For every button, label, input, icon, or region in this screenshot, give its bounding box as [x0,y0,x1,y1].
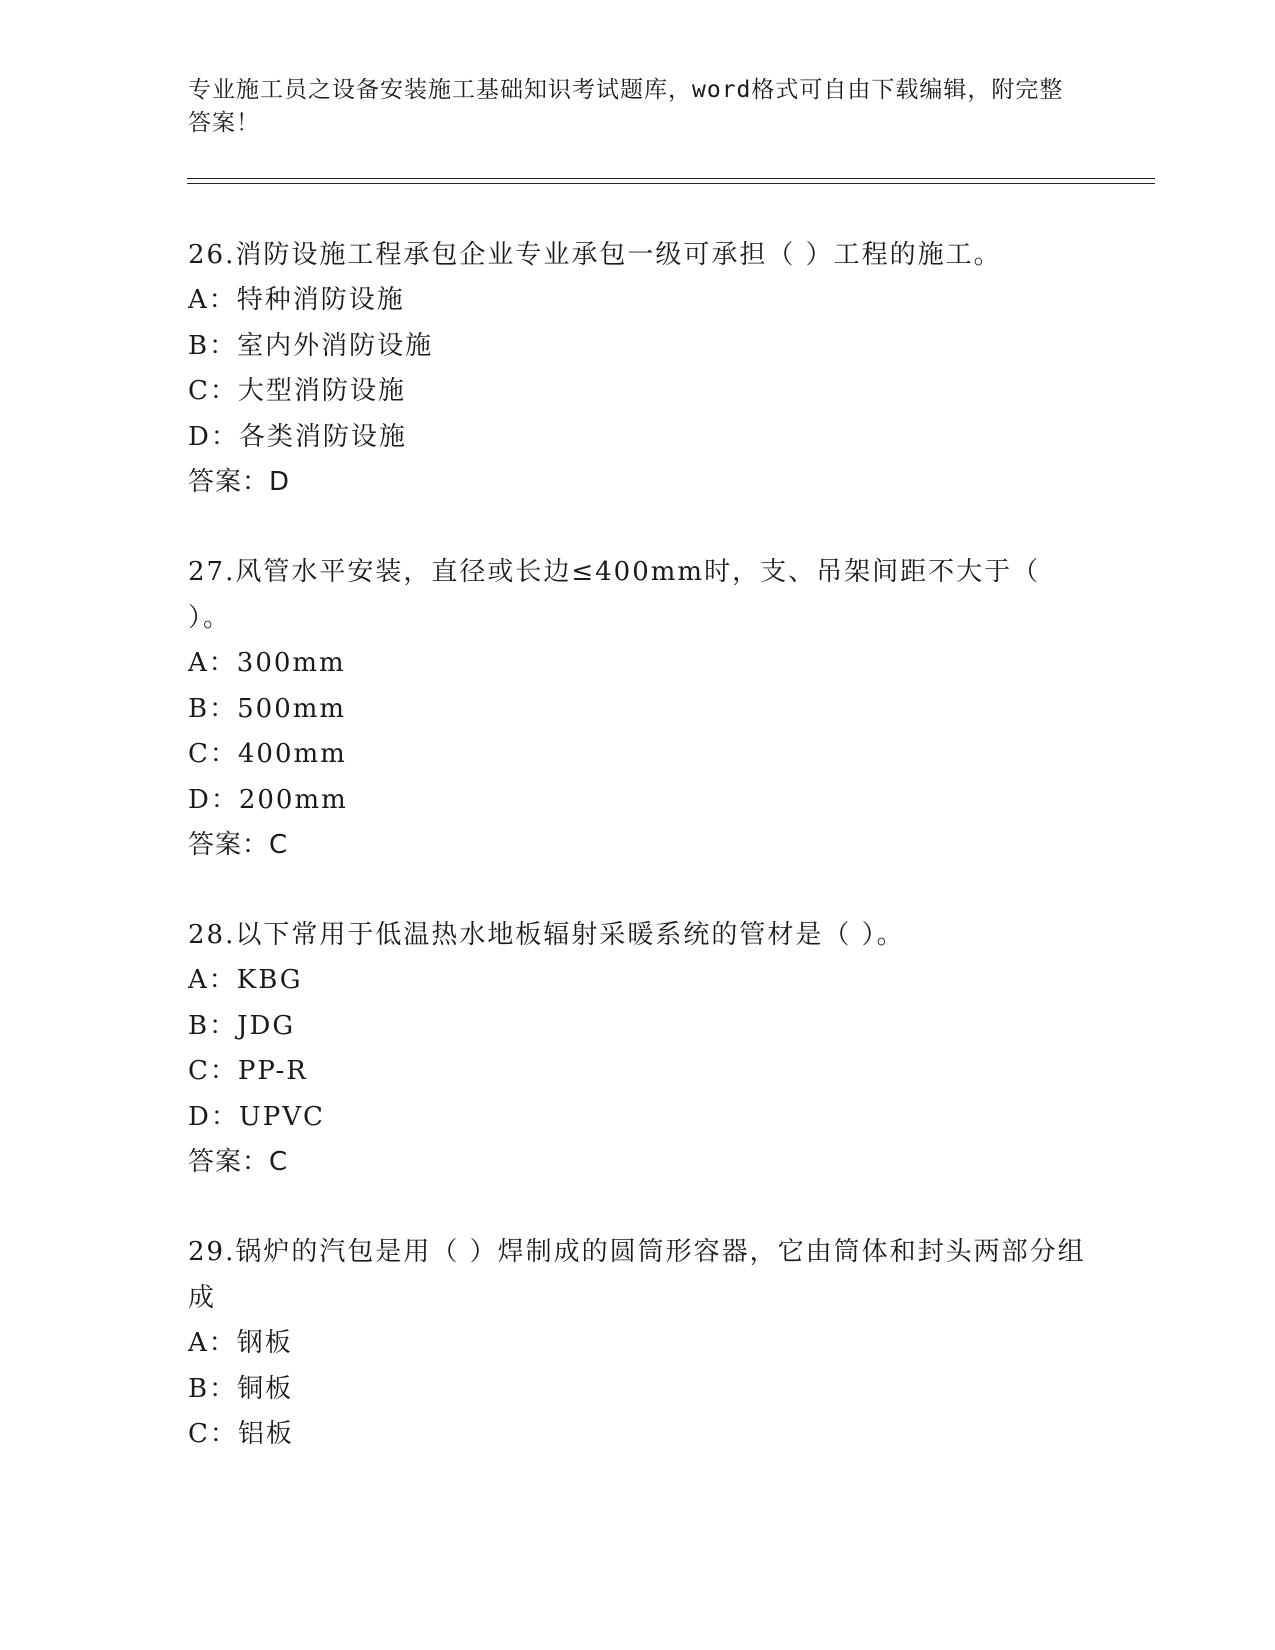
question-list [188,232,1088,1502]
option-a: A：特种消防设施 [188,285,405,315]
option-c: C：PP-R [188,1056,308,1086]
question-stem: 26.消防设施工程承包企业专业承包一级可承担（ ）工程的施工。 [188,240,1002,270]
question-stem: 29.锅炉的汽包是用（ ）焊制成的圆筒形容器，它由筒体和封头两部分组成 [188,1237,1086,1313]
header-divider-top [187,178,1155,179]
answer-text: 答案：C [188,830,289,860]
answer-text: 答案：D [188,467,291,497]
option-c: C：大型消防设施 [188,376,406,406]
header-divider-bottom [187,183,1155,184]
option-b: B：500mm [188,693,347,724]
option-a: A：300mm [188,648,346,678]
option-a: A：钢板 [188,1328,293,1358]
option-a: A：KBG [188,965,303,995]
document-header: 专业施工员之设备安装施工基础知识考试题库，word格式可自由下载编辑，附完整答案！ [188,77,1064,136]
option-b: B：JDG [188,1010,296,1041]
option-b: B：室内外消防设施 [188,330,434,361]
question-26 [188,232,1088,505]
option-c: C：400mm [188,739,347,769]
question-stem: 27.风管水平安装，直径或长边≤400mm时，支、吊架间距不大于（ ）。 [188,557,1041,633]
question-28 [188,912,1088,1185]
option-d: D：200mm [188,784,348,815]
question-27 [188,549,1088,868]
option-c: C：铝板 [188,1419,294,1449]
question-stem: 28.以下常用于低温热水地板辐射采暖系统的管材是（ ）。 [188,920,905,950]
question-29 [188,1229,1088,1458]
option-d: D：各类消防设施 [188,421,407,452]
answer-text: 答案：C [188,1147,289,1177]
option-b: B：铜板 [188,1373,294,1404]
option-d: D：UPVC [188,1101,325,1132]
